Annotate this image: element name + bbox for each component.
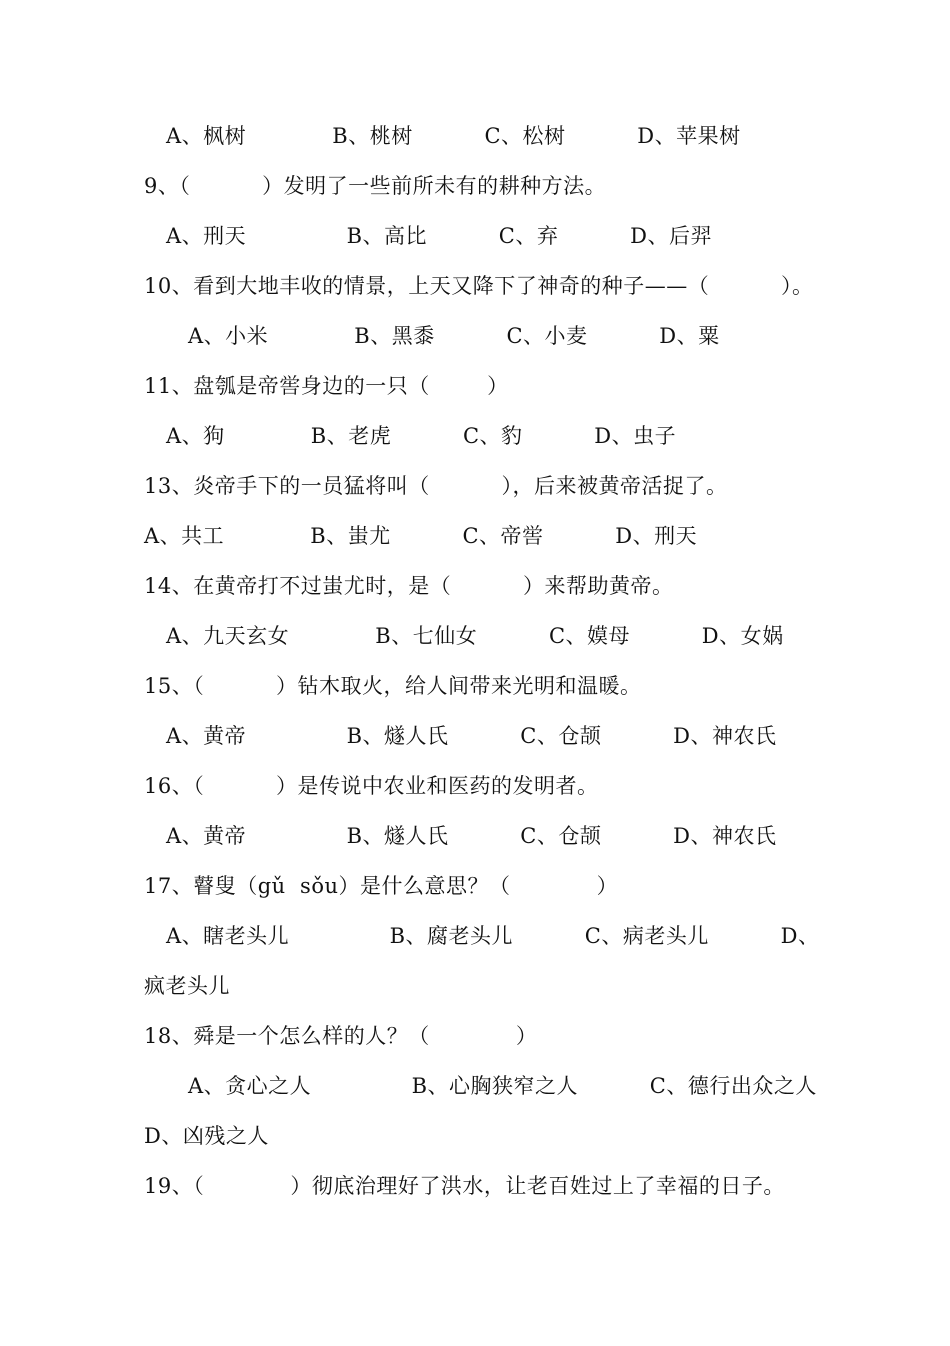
options-q10: A、小米 B、黑黍 C、小麦 D、粟: [188, 324, 720, 348]
question-17: 17、瞽叟（gǔ sǒu）是什么意思？（ ）: [144, 874, 619, 898]
options-q18-cont: D、凶残之人: [144, 1124, 269, 1148]
options-q8: A、枫树 B、桃树 C、松树 D、苹果树: [166, 124, 741, 148]
options-q17: A、瞎老头儿 B、腐老头儿 C、病老头儿 D、: [166, 924, 820, 948]
question-9: 9、（ ）发明了一些前所未有的耕种方法。: [144, 174, 607, 198]
options-q17-cont: 疯老头儿: [144, 974, 230, 998]
question-15: 15、（ ）钻木取火，给人间带来光明和温暖。: [144, 674, 642, 698]
options-q9: A、刑天 B、高比 C、弃 D、后羿: [166, 224, 712, 248]
options-q13: A、共工 B、蚩尤 C、帝喾 D、刑天: [144, 524, 698, 548]
options-q11: A、狗 B、老虎 C、豹 D、虫子: [166, 424, 677, 448]
options-q16: A、黄帝 B、燧人氏 C、仓颉 D、神农氏: [166, 824, 777, 848]
question-16: 16、（ ）是传说中农业和医药的发明者。: [144, 774, 599, 798]
question-10: 10、看到大地丰收的情景，上天又降下了神奇的种子——（ ）。: [144, 274, 814, 298]
question-13: 13、炎帝手下的一员猛将叫（ ），后来被黄帝活捉了。: [144, 474, 728, 498]
question-19: 19、（ ）彻底治理好了洪水，让老百姓过上了幸福的日子。: [144, 1174, 785, 1198]
question-11: 11、盘瓠是帝喾身边的一只（ ）: [144, 374, 509, 398]
question-18: 18、舜是一个怎么样的人？（ ）: [144, 1024, 538, 1048]
options-q15: A、黄帝 B、燧人氏 C、仓颉 D、神农氏: [166, 724, 777, 748]
options-q18: A、贪心之人 B、心胸狭窄之人 C、德行出众之人: [188, 1074, 817, 1098]
question-14: 14、在黄帝打不过蚩尤时，是（ ）来帮助黄帝。: [144, 574, 674, 598]
options-q14: A、九天玄女 B、七仙女 C、嫫母 D、女娲: [166, 624, 784, 648]
